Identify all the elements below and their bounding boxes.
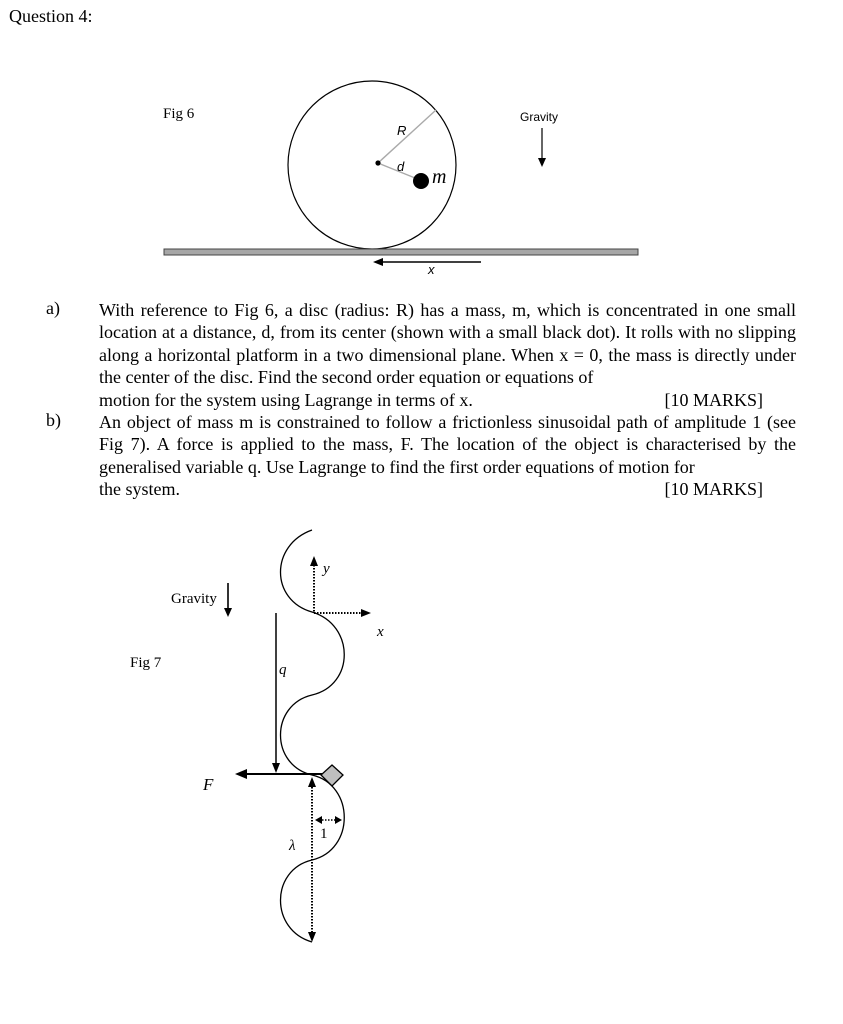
- mass-label: m: [432, 166, 447, 188]
- disc: [288, 81, 456, 249]
- amplitude-arrowhead-right: [335, 816, 342, 824]
- platform: [164, 249, 638, 255]
- q-label: q: [279, 662, 287, 678]
- figure-6: [0, 0, 843, 290]
- x-axis-arrowhead: [361, 609, 371, 617]
- amplitude-arrowhead-left: [315, 816, 322, 824]
- part-a-last-line: [99, 389, 796, 411]
- figure-7: [0, 510, 843, 960]
- part-b-last-line: [99, 478, 796, 500]
- part-b-last-text: the system.: [99, 479, 180, 500]
- force-label: F: [203, 775, 214, 794]
- part-b-text: [99, 411, 796, 501]
- y-axis-arrowhead: [310, 556, 318, 566]
- force-arrowhead: [235, 769, 247, 779]
- wavelength-label: λ: [289, 838, 296, 854]
- amplitude-label: 1: [320, 826, 328, 842]
- question-title: Question 4:: [9, 6, 93, 26]
- fig6-caption: Fig 6: [163, 106, 195, 122]
- part-a-label: a): [46, 298, 60, 318]
- part-a-body: With reference to Fig 6, a disc (radius: R) has a mass, m, which is concentrated in one small location at a distance, d, from its center (shown with a small black dot). It rolls with no slipping along a horizontal platform in a two dimensional plane. When x = 0, the mass is directly under the center of the disc. Find the second order equation or equations of: [99, 300, 796, 388]
- y-axis-label: y: [323, 561, 330, 577]
- q-arrowhead: [272, 763, 280, 773]
- x-axis-label: x: [377, 624, 384, 640]
- sliding-mass: [321, 765, 343, 786]
- part-a-marks: [10 MARKS]: [664, 389, 763, 410]
- wavelength-arrowhead-top: [308, 777, 316, 787]
- part-a-last-text: motion for the system using Lagrange in terms of x.: [99, 389, 473, 410]
- part-b-marks: [10 MARKS]: [664, 479, 763, 500]
- displacement-arrowhead: [373, 258, 383, 266]
- fig7-gravity-label: Gravity: [171, 591, 217, 607]
- fig6-gravity-arrowhead: [538, 158, 546, 167]
- radius-label: R: [397, 123, 407, 138]
- part-a-text: [99, 299, 796, 411]
- part-b-body: An object of mass m is constrained to follow a frictionless sinusoidal path of amplitude 1 (see Fig 7). A force is applied to the mass, F. The location of the object is characterised by the generalised variable q. Use Lagrange to find the first order equations of motion for: [99, 412, 796, 477]
- displacement-label: x: [428, 262, 435, 277]
- fig6-gravity-label: Gravity: [520, 110, 559, 124]
- radius-line: [378, 110, 436, 163]
- fig7-gravity-arrowhead: [224, 608, 232, 617]
- part-b-label: b): [46, 410, 61, 430]
- disc-center-dot: [375, 160, 380, 165]
- fig7-caption: Fig 7: [130, 655, 162, 671]
- offset-label: d: [397, 159, 405, 174]
- point-mass: [413, 173, 429, 189]
